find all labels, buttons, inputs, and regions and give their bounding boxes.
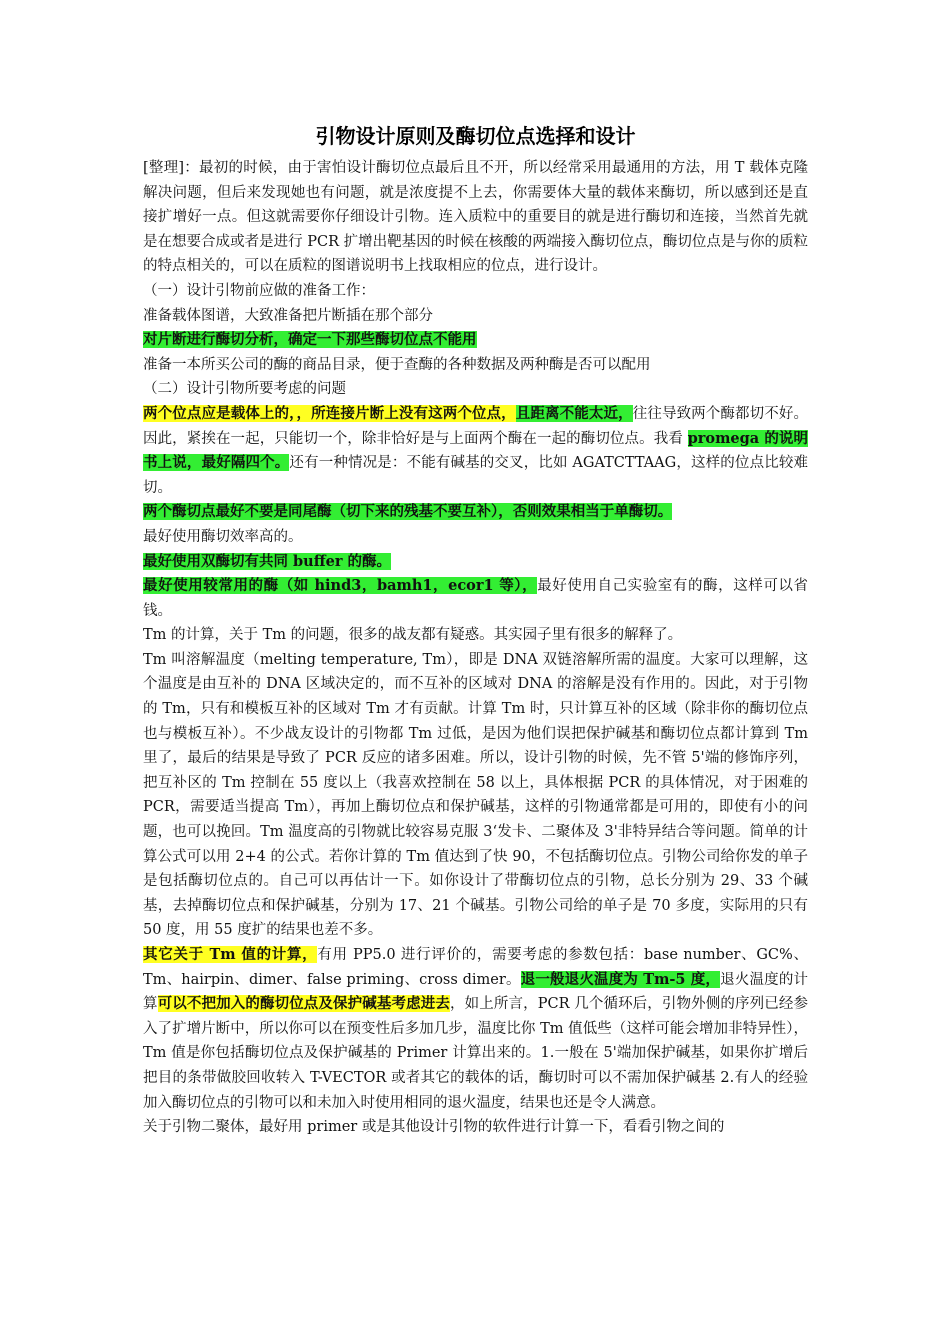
text-run: 准备载体图谱，大致准备把片断插在那个部分 [143,307,433,324]
paragraph [143,156,808,279]
paragraph [143,1115,808,1140]
paragraph [143,279,808,304]
text-run: Tm 叫溶解温度（melting temperature, Tm），即是 DNA 双链溶解所需的温度。大家可以理解，这个温度是由互补的 DNA 区域决定的，而不互补的区域对 DNA 的溶解是没有作用的。因此，对于引物的 Tm，只有和模板互补的区域对 Tm 才有贡献。计算 Tm 时，只计算互补的区域（除非你的酶切位点也与模板互补）。不少战友设计的引物都 Tm 过低，是因为他们误把保护碱基和酶切位点都计算到 Tm 里了，最后的结果是导致了 PCR 反应的诸多困难。所以，设计引物的时候，先不管 5'端的修饰序列，把互补区的 Tm 控制在 55 度以上（我喜欢控制在 58 以上，具体根据 PCR 的具体情况，对于困难的 PCR，需要适当提高 Tm），再加上酶切位点和保护碱基，这样的引物通常都是可用的，即使有小的问题，也可以挽回。Tm 温度高的引物就比较容易克服 3‘发卡、二聚体及 3'非特异结合等问题。简单的计算公式可以用 2+4 的公式。若你计算的 Tm 值达到了快 90，不包括酶切位点。引物公司给你发的单子是包括酶切位点的。自己可以再估计一下。如你设计了带酶切位点的引物，总长分别为 29、33 个碱基，去掉酶切位点和保护碱基，分别为 17、21 个碱基。引物公司给的单子是 70 多度，实际用的只有 50 度，用 55 度扩的结果也差不多。 [143,651,808,939]
text-run: 最好使用自己实验室有的酶，这样可以省钱。 [143,578,808,619]
highlighted-text: 且距离不能太近， [515,404,633,422]
text-run: （一）设计引物前应做的准备工作： [143,282,375,299]
highlighted-text: 最好使用双酶切有共同 buffer 的酶。 [143,552,392,570]
text-run: 准备一本所买公司的酶的商品目录，便于查酶的各种数据及两种酶是否可以配用 [143,356,651,373]
text-run: （二）设计引物所要考虑的问题 [143,381,346,398]
paragraph [143,623,808,648]
document-title: 引物设计原则及酶切位点选择和设计 [315,124,636,148]
text-run: ，如上所言，PCR 几个循环后，引物外侧的序列已经参入了扩增片断中，所以你可以在预变性后多加几步，温度比你 Tm 值低些（这样可能会增加非特异性），Tm 值是你包括酶切位点及保护碱基的 Primer 计算出来的。1.一般在 5'端加保护碱基，如果你扩增后把目的条带做胶回收转入 T-VECTOR 或者其它的载体的话，酶切时可以不需加保护碱基 2.有人的经验加入酶切位点的引物可以和未加入时使用相同的退火温度，结果也还是令人满意。 [143,996,808,1111]
highlighted-text: 可以不把加入的酶切位点及保护碱基考虑进去 [157,995,450,1013]
paragraph [143,574,808,623]
highlighted-text: 对片断进行酶切分析，确定一下那些酶切位点不能用 [143,331,477,349]
paragraph [143,402,808,500]
paragraph [143,353,808,378]
text-run: [整理]：最初的时候，由于害怕设计酶切位点最后且不开，所以经常采用最通用的方法，用 T 载体克隆解决问题，但后来发现她也有问题，就是浓度提不上去，你需要体大量的载体来酶切，所以感到还是直接扩增好一点。但这就需要你仔细设计引物。连入质粒中的重要目的就是进行酶切和连接，当然首先就是在想要合成或者是进行 PCR 扩增出靶基因的时候在核酸的两端接入酶切位点，酶切位点是与你的质粒的特点相关的，可以在质粒的图谱说明书上找取相应的位点，进行设计。 [143,160,808,275]
paragraph [143,500,808,525]
text-run: 关于引物二聚体，最好用 primer 或是其他设计引物的软件进行计算一下，看看引物之间的 [143,1119,725,1136]
text-run: 还有一种情况是：不能有碱基的交叉，比如 AGATCTTAAG，这样的位点比较难切。 [143,455,808,496]
text-run: 往往导致两个酶都切不好。因此，紧挨在一起，只能切一个，除非恰好是与上面两个酶在一起的酶切位点。我看 [143,405,809,447]
text-run: Tm 的计算，关于 Tm 的问题，很多的战友都有疑惑。其实园子里有很多的解释了。 [143,627,683,644]
paragraph [143,304,808,329]
highlighted-text: 退一般退火温度为 Tm-5 度， [520,970,721,988]
paragraph [143,943,808,1115]
document-body [143,118,808,1140]
paragraph [143,377,808,402]
highlighted-text: promega 的说明书上说，最好隔四个。 [143,429,809,472]
text-run: 最好使用酶切效率高的。 [143,528,303,545]
text-run: 退火温度的计算 [143,971,808,1013]
paragraph [143,525,808,550]
highlighted-text: 最好使用较常用的酶（如 hind3，bamh1，ecor1 等）， [143,577,538,595]
text-run: 有用 PP5.0 进行评价的，需要考虑的参数包括：base number、GC%、Tm、hairpin、dimer、false priming、cross dimer。 [143,947,809,988]
highlighted-text: 其它关于 Tm 值的计算， [143,946,318,963]
paragraph-container [143,156,808,1140]
paragraph [143,328,808,353]
highlighted-text: 两个位点应是载体上的，，所连接片断上没有这两个位点， [143,404,516,422]
paragraph [143,648,808,943]
highlighted-text: 两个酶切点最好不要是同尾酶（切下来的残基不要互补），否则效果相当于单酶切。 [143,503,673,521]
paragraph [143,550,808,575]
